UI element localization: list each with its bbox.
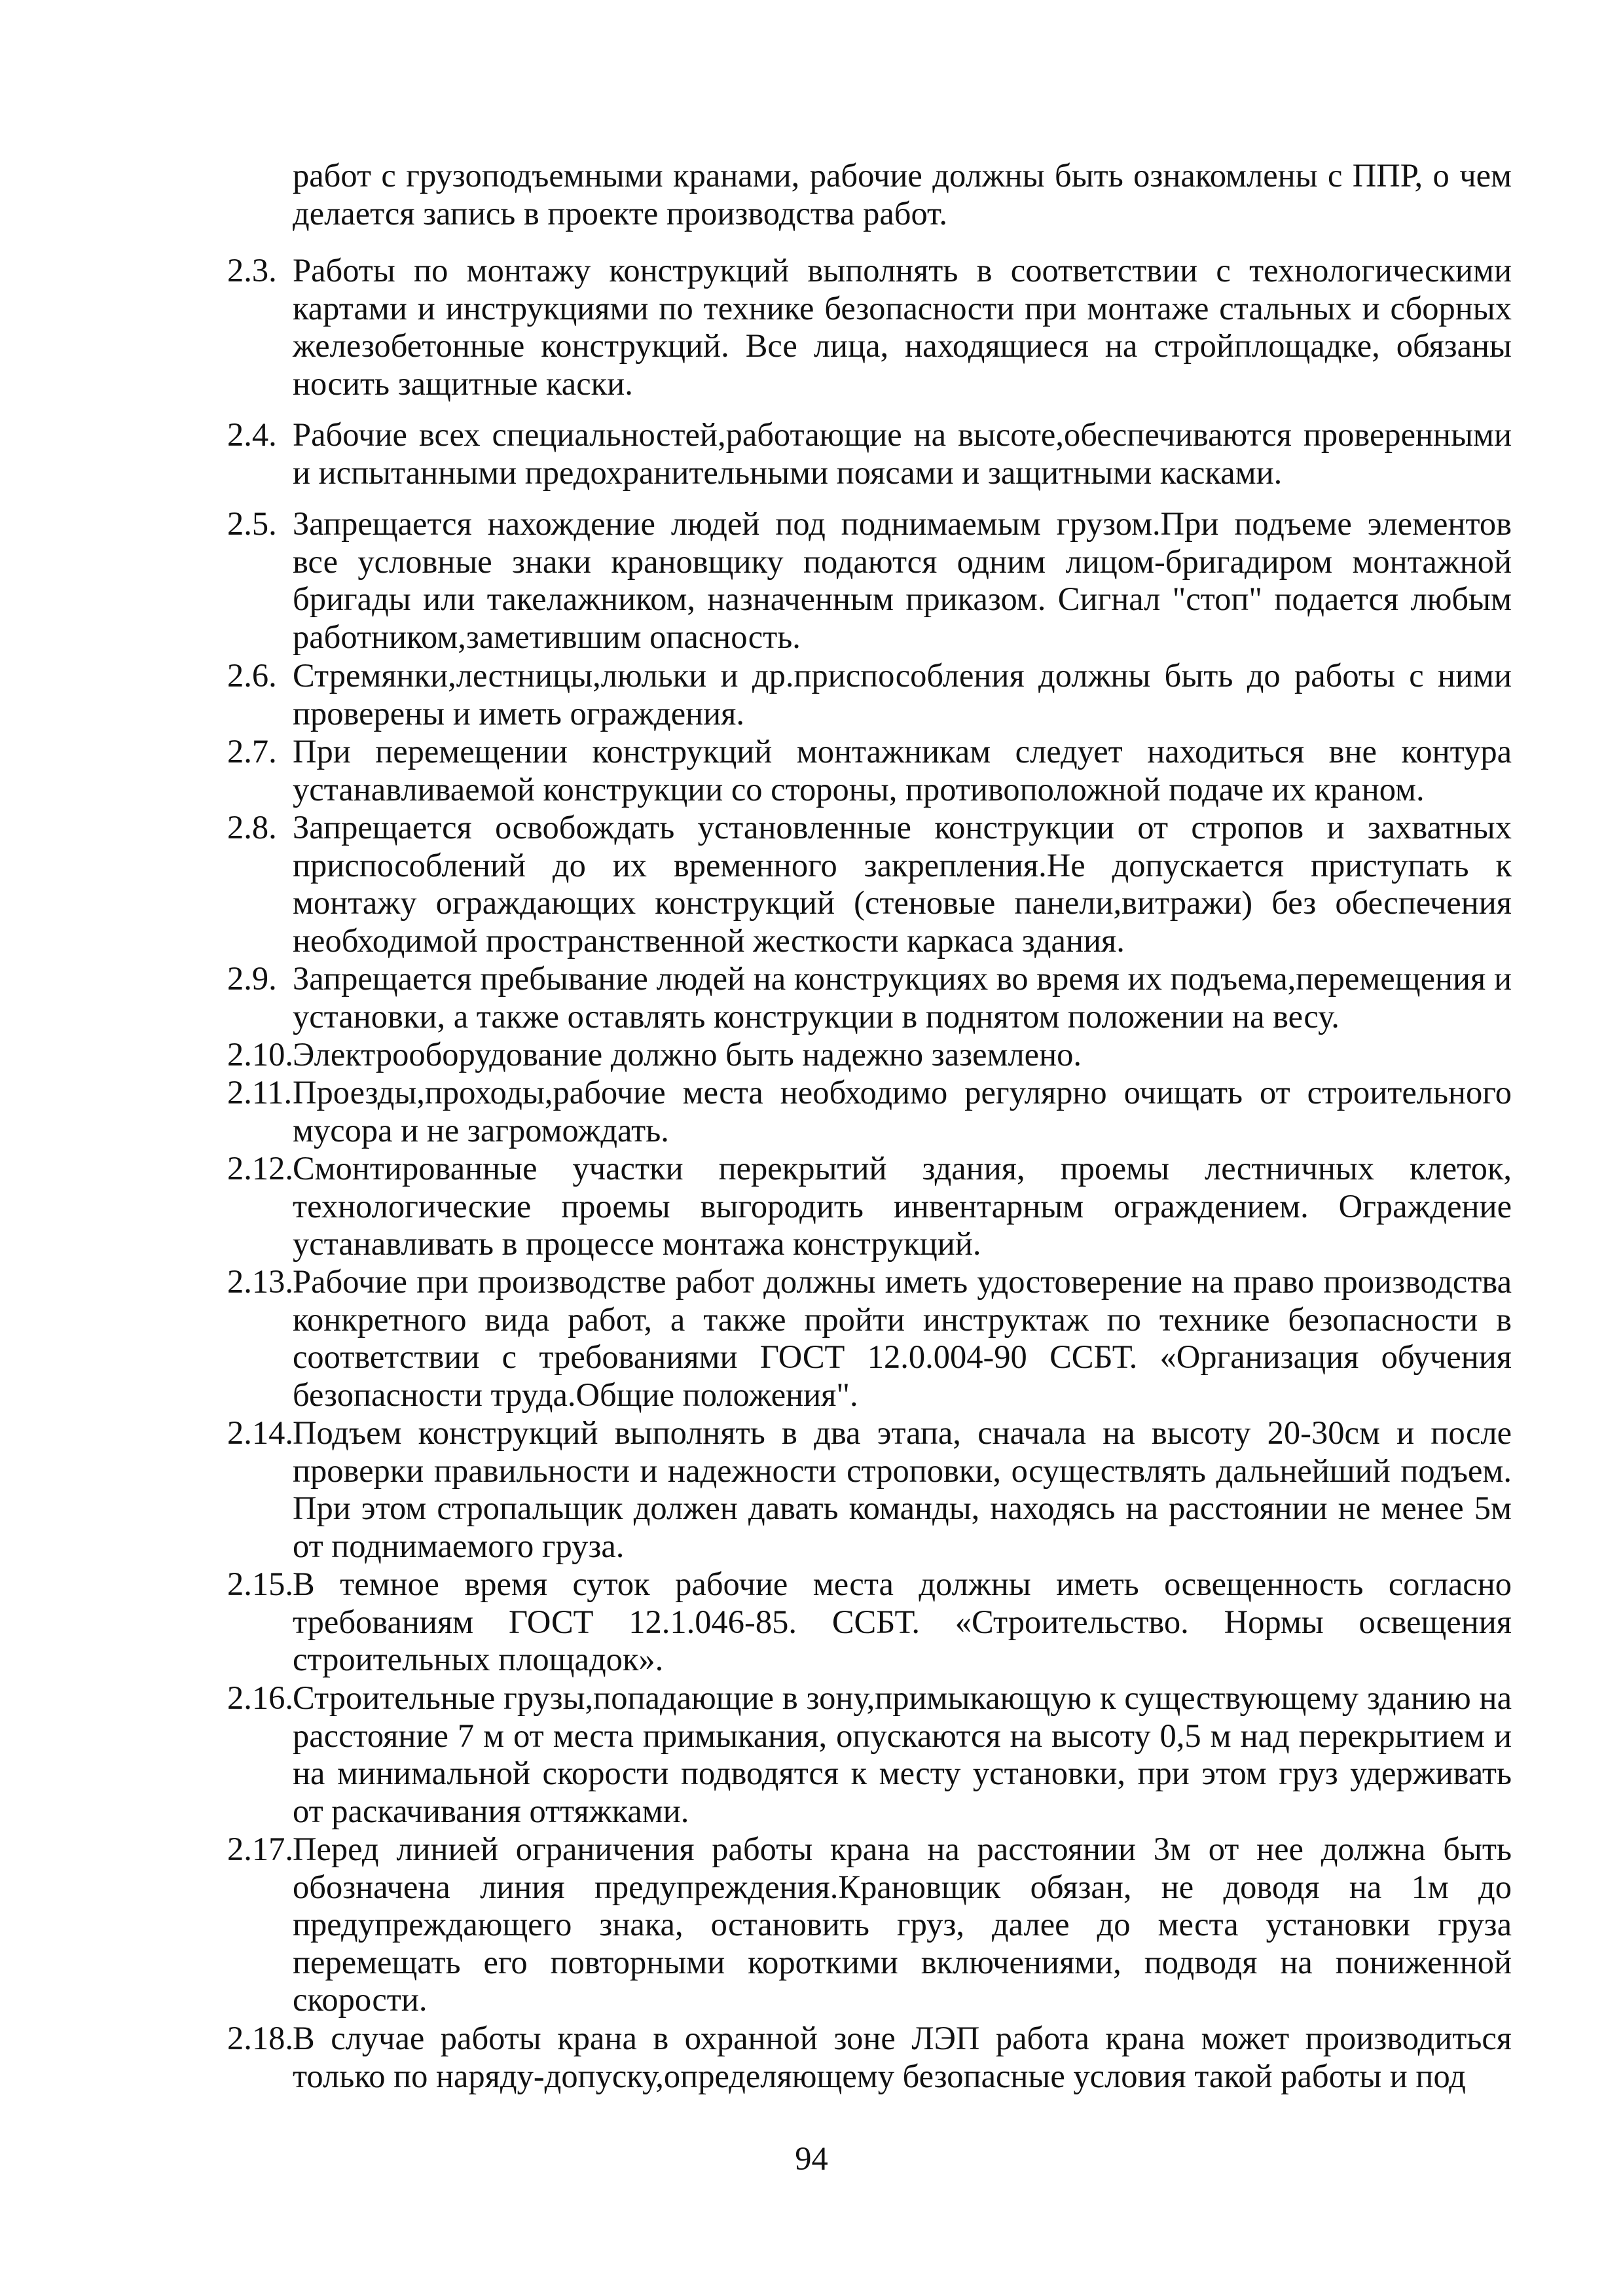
item-text: Проезды,проходы,рабочие места необходимо регулярно очищать от строительного мусора и не загромождать.	[293, 1074, 1512, 1149]
item-number: 2.14.	[227, 1414, 293, 1451]
item-text: Перед линией ограничения работы крана на расстоянии 3м от нее должна быть обозначена линия предупреждения.Крановщик обязан, не доводя на 1м до предупреждающего знака, остановить груз, далее до места установки груза перемещать его повторными короткими включениями, подводя на пониженной скорости.	[293, 1831, 1512, 2018]
item-text: Смонтированные участки перекрытий здания, проемы лестничных клеток, технологические проемы выгородить инвентарным ограждением. Ограждение устанавливать в процессе монтажа конструкций.	[293, 1150, 1512, 1262]
item-number: 2.17.	[227, 1831, 293, 1867]
item-text: Запрещается нахождение людей под поднимаемым грузом.При подъеме элементов все условные знаки крановщику подаются одним лицом-бригадиром монтажной бригады или такелажником, назначенным приказом. Сигнал "стоп" подается любым работником,заметившим опасность.	[293, 505, 1512, 655]
item-text: При перемещении конструкций монтажникам следует находиться вне контура устанавливаемой конструкции со стороны, противоположной подаче их краном.	[293, 733, 1512, 808]
item-text: Работы по монтажу конструкций выполнять в соответствии с технологическими картами и инструкциями по технике безопасности при монтаже стальных и сборных железобетонные конструкций. Все лица, находящиеся на стройплощадке, обязаны носить защитные каски.	[293, 252, 1512, 402]
list-item	[227, 1679, 1512, 1830]
item-number: 2.8.	[227, 809, 277, 846]
item-number: 2.15.	[227, 1566, 293, 1602]
item-text: В случае работы крана в охранной зоне ЛЭП работа крана может производиться только по наряду-допуску,определяющему безопасные условия такой работы и под	[293, 2020, 1512, 2094]
list-item	[227, 809, 1512, 960]
list-item	[227, 1150, 1512, 1263]
item-text: Подъем конструкций выполнять в два этапа, сначала на высоту 20-30см и после проверки правильности и надежности строповки, осуществлять дальнейший подъем. При этом стропальщик должен давать команды, находясь на расстоянии не менее 5м от поднимаемого груза.	[293, 1414, 1512, 1564]
item-text: Электрооборудование должно быть надежно заземлено.	[293, 1036, 1082, 1073]
list-item	[227, 1074, 1512, 1149]
list-item	[227, 252, 1512, 403]
list-item	[227, 733, 1512, 808]
item-number: 2.16.	[227, 1679, 293, 1716]
item-text: Запрещается освобождать установленные конструкции от стропов и захватных приспособлений до их временного закрепления.Не допускается приступать к монтажу ограждающих конструкций (стеновые панели,витражи) без обеспечения необходимой пространственной жесткости каркаса здания.	[293, 809, 1512, 959]
list-item	[227, 416, 1512, 492]
item-text: Запрещается пребывание людей на конструкциях во время их подъема,перемещения и установки, а также оставлять конструкции в поднятом положении на весу.	[293, 960, 1512, 1035]
item-text: В темное время суток рабочие места должны иметь освещенность согласно требованиям ГОСТ 12.1.046-85. ССБТ. «Строительство. Нормы освещения строительных площадок».	[293, 1566, 1512, 1677]
list-item	[227, 1566, 1512, 1679]
item-number: 2.6.	[227, 657, 277, 694]
list-item	[227, 1263, 1512, 1414]
item-number: 2.18.	[227, 2020, 293, 2056]
item-number: 2.12.	[227, 1150, 293, 1187]
item-number: 2.13.	[227, 1263, 293, 1300]
list-item	[227, 657, 1512, 732]
item-number: 2.4.	[227, 416, 277, 453]
item-text: Стремянки,лестницы,люльки и др.приспособления должны быть до работы с ними проверены и иметь ограждения.	[293, 657, 1512, 732]
continuation-paragraph: работ с грузоподъемными кранами, рабочие должны быть ознакомлены с ППР, о чем делается запись в проекте производства работ.	[293, 157, 1512, 232]
item-text: Строительные грузы,попадающие в зону,примыкающую к существующему зданию на расстояние 7 м от места примыкания, опускаются на высоту 0,5 м над перекрытием и на минимальной скорости подводятся к месту установки, при этом груз удерживать от раскачивания оттяжками.	[293, 1679, 1512, 1829]
item-number: 2.3.	[227, 252, 277, 289]
item-number: 2.11.	[227, 1074, 293, 1111]
list-item	[227, 1414, 1512, 1565]
item-text: Рабочие всех специальностей,работающие на высоте,обеспечиваются проверенными и испытанными предохранительными поясами и защитными касками.	[293, 416, 1512, 491]
item-text: Рабочие при производстве работ должны иметь удостоверение на право производства конкретного вида работ, а также пройти инструктаж по технике безопасности в соответствии с требованиями ГОСТ 12.0.004-90 ССБТ. «Организация обучения безопасности труда.Общие положения".	[293, 1263, 1512, 1413]
list-item	[227, 2020, 1512, 2095]
item-number: 2.10.	[227, 1036, 293, 1073]
list-item	[227, 505, 1512, 656]
item-number: 2.7.	[227, 733, 277, 770]
list-item	[227, 960, 1512, 1035]
item-number: 2.5.	[227, 505, 277, 542]
item-number: 2.9.	[227, 960, 277, 997]
page-number: 94	[795, 2140, 828, 2177]
list-item	[227, 1036, 1512, 1074]
list-item	[227, 1831, 1512, 2019]
